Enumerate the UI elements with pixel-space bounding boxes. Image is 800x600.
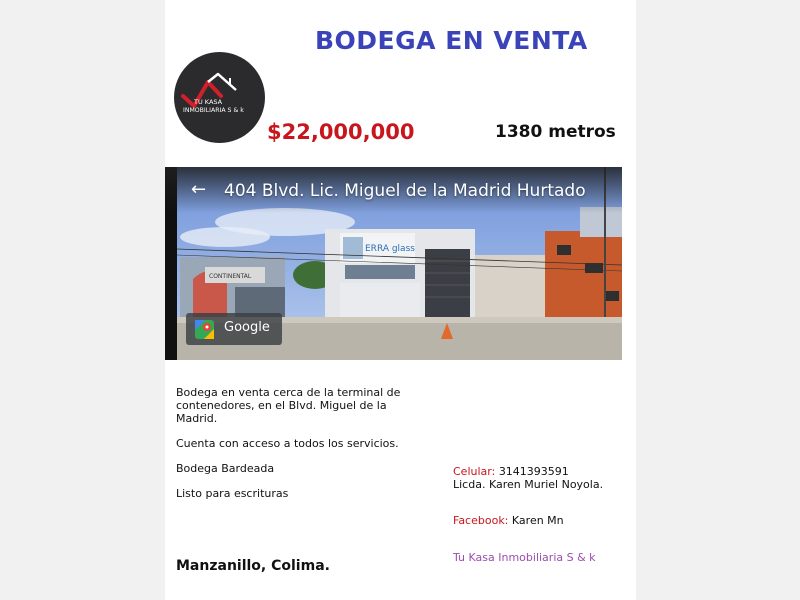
logo-brand-line1: TU KASA [194, 98, 223, 106]
description-line: Listo para escrituras [176, 487, 289, 500]
description-line: Bodega en venta cerca de la terminal de contenedores, en el Blvd. Miguel de la Madrid. [176, 386, 401, 425]
agency-logo [174, 52, 265, 143]
phone-label: Celular: [453, 465, 496, 478]
agent-name: Licda. Karen Muriel Noyola. [453, 478, 604, 491]
listing-size: 1380 metros [495, 122, 616, 142]
street-view-photo [165, 167, 622, 360]
listing-title: BODEGA EN VENTA [315, 26, 588, 55]
listing-sheet [165, 0, 636, 600]
back-arrow-icon[interactable]: ← [191, 179, 207, 200]
google-maps-chip[interactable] [186, 313, 282, 345]
description-line: Cuenta con acceso a todos los servicios. [176, 437, 399, 450]
google-maps-pin-icon [195, 320, 214, 339]
agency-name: Tu Kasa Inmobiliaria S & k [453, 551, 596, 564]
warehouse-sign: ERRA glass [365, 244, 415, 254]
listing-price: $22,000,000 [267, 120, 415, 144]
left-shop-sign: CONTINENTAL [209, 273, 252, 280]
property-location: Manzanillo, Colima. [176, 558, 330, 574]
description-line: Bodega Bardeada [176, 462, 275, 475]
facebook-handle[interactable]: Karen Mn [511, 514, 564, 527]
google-label: Google [224, 320, 270, 335]
facebook-label: Facebook: [453, 514, 509, 527]
logo-brand-line2: INMOBILIARIA S & k [183, 107, 244, 114]
property-description [176, 386, 416, 500]
photo-address: 404 Blvd. Lic. Miguel de la Madrid Hurtado [224, 181, 586, 201]
house-check-icon [174, 52, 265, 143]
contact-facebook-row [453, 514, 564, 527]
phone-number[interactable]: 3141393591 [498, 465, 569, 478]
contact-phone-row [453, 465, 569, 478]
